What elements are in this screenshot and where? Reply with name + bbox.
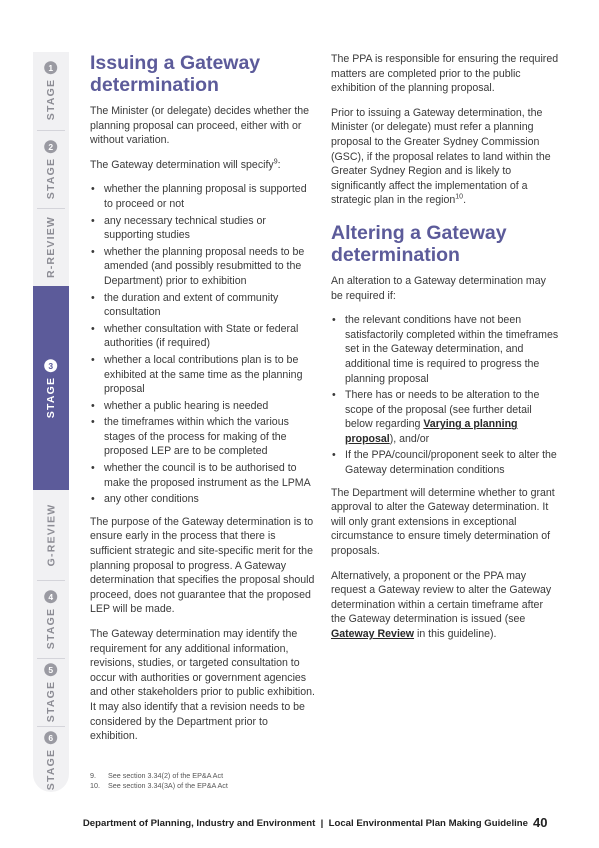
- paragraph: An alteration to a Gateway determination may be required if:: [331, 274, 546, 302]
- tab-r-review[interactable]: [33, 210, 69, 284]
- stage-number-badge: 5: [45, 662, 58, 675]
- tab-divider: [37, 658, 65, 659]
- tab-label: STAGE: [45, 78, 57, 120]
- tab-stage-1[interactable]: [33, 52, 69, 128]
- stage-number-badge: 2: [45, 139, 58, 152]
- section-heading-altering: Altering a Gateway determination: [331, 221, 507, 266]
- list-item: • the relevant conditions have not been satisfactorily completed within the timeframes set in the Gateway determination, and additional time is required to progress the planning proposal: [331, 313, 559, 386]
- paragraph-text: in this guideline).: [414, 628, 497, 640]
- tab-stage-4[interactable]: [33, 582, 69, 656]
- left-column: [90, 52, 318, 754]
- paragraph: The Minister (or delegate) decides whether the planning proposal can proceed, either with or without variation.: [90, 105, 310, 147]
- tab-stage-3[interactable]: [33, 286, 69, 490]
- punctuation: .: [463, 194, 467, 207]
- list-item: • whether a local contributions plan is to be exhibited at the same time as the planning proposal: [90, 353, 318, 397]
- footnote-number: 9.: [90, 771, 96, 780]
- list-item: • whether the council is to be authorised to make the proposed instrument as the LPMA: [90, 461, 318, 490]
- tab-label: STAGE: [45, 748, 57, 790]
- list-item: • any necessary technical studies or supporting studies: [90, 214, 318, 243]
- varying-planning-proposal-link[interactable]: Varying a planning proposal: [345, 418, 518, 445]
- paragraph: [90, 158, 318, 173]
- tab-label: STAGE: [45, 376, 57, 418]
- list-item-text: ), and/or: [389, 432, 430, 445]
- paragraph-text: Prior to issuing a Gateway determination, the Minister (or delegate) must refer a planning proposal to the Greater Sydney Commission (GSC), if the proposal relates to land within the Greater Sydney Region and is likely to significantly affect the implementation of a strategic plan in the region: [331, 106, 551, 207]
- tab-label: STAGE: [45, 157, 57, 199]
- paragraph-text: The Gateway determination will specify: [90, 158, 274, 171]
- tab-divider: [37, 726, 65, 727]
- list-item: • the timeframes within which the various stages of the process for making of the proposed LEP are to be completed: [90, 415, 318, 459]
- paragraph: The Department will determine whether to grant approval to alter the Gateway determination. It will only grant extensions in exceptional circumstance to ensure timely determination of proposals.: [331, 486, 555, 558]
- tab-divider: [37, 130, 65, 131]
- footnote-ref[interactable]: 10: [455, 193, 464, 201]
- list-item-text: There has or needs to be alteration to the scope of the proposal (see further detail below regarding: [345, 389, 540, 431]
- stage-number-badge: 6: [45, 730, 58, 743]
- punctuation: :: [277, 158, 281, 171]
- paragraph: The PPA is responsible for ensuring the required matters are completed prior to the public exhibition of the planning proposal.: [331, 53, 559, 95]
- footnote-ref[interactable]: 9: [273, 158, 278, 166]
- tab-stage-2[interactable]: [33, 132, 69, 206]
- alteration-reasons-list: [331, 313, 559, 478]
- footnote-number: 10.: [90, 781, 100, 790]
- list-item: • If the PPA/council/proponent seek to alter the Gateway determination conditions: [331, 448, 559, 477]
- footnote: [90, 781, 228, 791]
- footnote-text: See section 3.34(3A) of the EP&A Act: [108, 781, 228, 790]
- right-column: [331, 52, 559, 652]
- tab-g-review[interactable]: [33, 492, 69, 578]
- list-item: • whether consultation with State or federal authorities (if required): [90, 322, 318, 351]
- list-item: • whether the planning proposal needs to be amended (and possibly resubmitted to the Department) prior to exhibition: [90, 245, 318, 289]
- determination-items-list: [90, 182, 318, 506]
- footnote: [90, 771, 228, 781]
- page-footer: Department of Planning, Industry and Environment | Local Environmental Plan Making Guideline: [82, 818, 528, 829]
- paragraph: The purpose of the Gateway determination is to ensure early in the process that there is sufficient strategic and site-specific merit for the planning proposal to progress. A Gateway determination that specifies the proposal should proceed, does not guarantee that the proposed LEP will be made.: [90, 515, 315, 616]
- list-item: • whether the planning proposal is supported to proceed or not: [90, 182, 318, 211]
- footnotes: [90, 771, 228, 791]
- stage-number-badge: 4: [45, 589, 58, 602]
- footnote-text: See section 3.34(2) of the EP&A Act: [108, 771, 224, 780]
- tab-stage-5[interactable]: [33, 660, 69, 724]
- tab-label: R-REVIEW: [45, 215, 58, 279]
- stage-tab-rail: [33, 52, 69, 792]
- tab-label: STAGE: [45, 607, 57, 649]
- tab-divider: [37, 580, 65, 581]
- stage-number-badge: 1: [45, 60, 58, 73]
- paragraph: The Gateway determination may identify the requirement for any additional information, revisions, studies, or targeted consultation to occur with authorities or government agencies and other stakeholders prior to public exhibition. It may also identify that a revision needs to be considered by the Department prior to exhibition.: [90, 628, 315, 743]
- paragraph-text: Alternatively, a proponent or the PPA may request a Gateway review to alter the Gateway determination within a certain timeframe after the Gateway determination is issued (see: [331, 569, 552, 626]
- paragraph: [331, 106, 559, 208]
- list-item: [331, 388, 559, 446]
- list-item: • whether a public hearing is needed: [90, 399, 318, 414]
- stage-number-badge: 3: [45, 358, 58, 371]
- gateway-review-link[interactable]: Gateway Review: [331, 628, 415, 640]
- tab-label: G-REVIEW: [45, 503, 57, 567]
- paragraph: [331, 569, 559, 642]
- list-item: • any other conditions: [90, 492, 318, 507]
- section-heading-issuing: Issuing a Gateway determination: [90, 52, 261, 96]
- tab-stage-6[interactable]: [33, 728, 69, 792]
- tab-label: STAGE: [45, 680, 57, 722]
- list-item: • the duration and extent of community consultation: [90, 291, 318, 320]
- page-number: 40: [533, 815, 548, 830]
- tab-divider: [37, 208, 65, 209]
